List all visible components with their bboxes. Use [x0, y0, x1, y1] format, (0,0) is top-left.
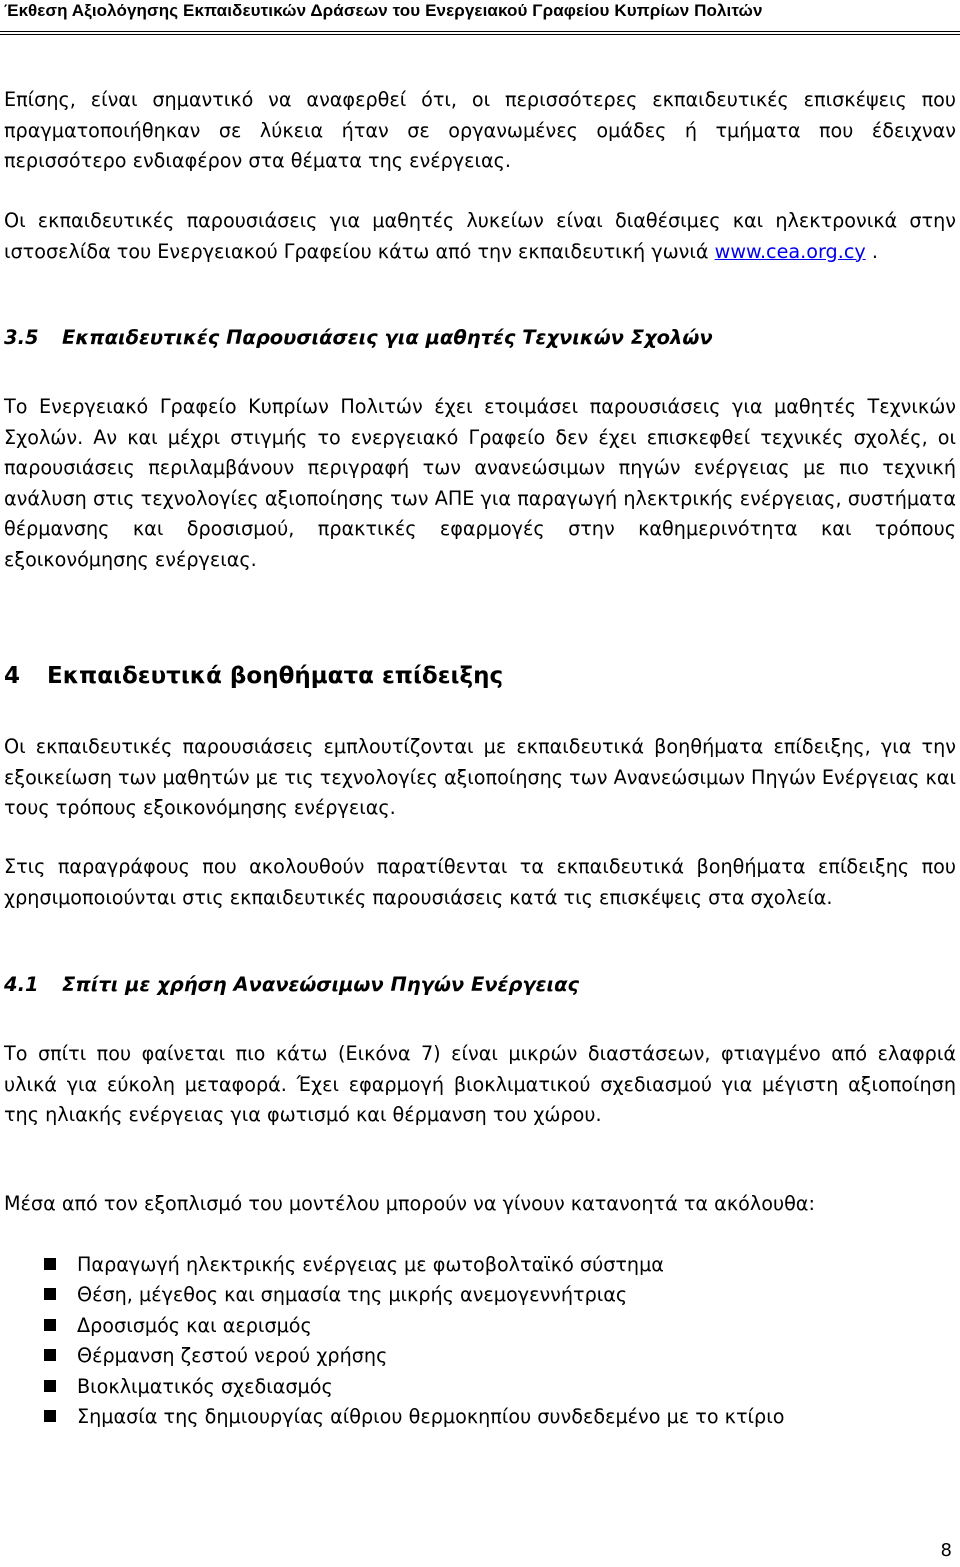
paragraph-demonstration-aids: Οι εκπαιδευτικές παρουσιάσεις εμπλουτίζονται με εκπαιδευτικά βοηθήματα επίδειξης, για την εξοικείωση των μαθητών με τις τεχνολογίες αξιοποίησης των Ανανεώσιμων Πηγών Ενέργειας και τους τρόπους εξοικονόμησης ενέργειας. [4, 735, 956, 820]
list-item-text: Θέση, μέγεθος και σημασία της μικρής ανεμογεννήτριας [77, 1283, 628, 1307]
list-item [44, 1280, 784, 1310]
square-bullet-icon [44, 1380, 56, 1392]
list-item [44, 1341, 784, 1371]
heading-4-number: 4 [4, 663, 21, 689]
paragraph-online-availability [4, 206, 956, 267]
square-bullet-icon [44, 1258, 56, 1270]
header-rule-top [0, 31, 960, 32]
list-item [44, 1250, 784, 1280]
cea-website-link[interactable]: www.cea.org.cy [714, 239, 866, 263]
list-item-text: Θέρμανση ζεστού νερού χρήσης [77, 1344, 388, 1368]
list-item-text: Βιοκλιματικός σχεδιασμός [77, 1374, 333, 1398]
paragraph-model-equipment: Μέσα από τον εξοπλισμό του μοντέλου μπορούν να γίνουν κατανοητά τα ακόλουθα: [4, 1192, 815, 1215]
paragraph-school-visits: Επίσης, είναι σημαντικό να αναφερθεί ότι, οι περισσότερες εκπαιδευτικές επισκέψεις που πραγματοποιήθηκαν σε λύκεια ήταν σε οργανωμένες ομάδες ή τμήματα που έδειχναν περισσότερο ενδιαφέρον στα θέματα της ενέργειας. [4, 88, 956, 173]
heading-4-1-text: Σπίτι με χρήση Ανανεώσιμων Πηγών Ενέργειας [62, 973, 580, 996]
list-item-text: Δροσισμός και αερισμός [77, 1313, 312, 1337]
equipment-list [44, 1250, 784, 1432]
heading-4-text: Εκπαιδευτικά βοηθήματα επίδειξης [47, 663, 504, 689]
document-header-title: Έκθεση Αξιολόγησης Εκπαιδευτικών Δράσεων του Ενεργειακού Γραφείου Κυπρίων Πολιτών [4, 1, 763, 20]
list-item [44, 1372, 784, 1402]
paragraph-house-model: Το σπίτι που φαίνεται πιο κάτω (Εικόνα 7) είναι μικρών διαστάσεων, φτιαγμένο από ελαφριά υλικά για εύκολη μεταφορά. Έχει εφαρμογή βιοκλιματικού σχεδιασμού για μέγιστη αξιοποίηση της ηλιακής ενέργειας για φωτισμό και θέρμανση του χώρου. [4, 1042, 956, 1127]
paragraph-technical-schools: Το Ενεργειακό Γραφείο Κυπρίων Πολιτών έχει ετοιμάσει παρουσιάσεις για μαθητές Τεχνικών Σχολών. Αν και μέχρι στιγμής το ενεργειακό Γραφείο δεν έχει επισκεφθεί τεχνικές σχολές, οι παρουσιάσεις περιλαμβάνουν περιγραφή των ανανεώσιμων πηγών ενέργειας με πιο τεχνική ανάλυση στις τεχνολογίες αξιοποίησης των ΑΠΕ για παραγωγή ηλεκτρικής ενέργειας, συστήματα θέρμανσης και δροσισμού, πρακτικές εφαρμογές στην καθημερινότητα και τρόπους εξοικονόμησης ενέργειας. [4, 395, 956, 571]
header-rule-bottom [0, 34, 960, 35]
list-item [44, 1311, 784, 1341]
page-number: 8 [940, 1540, 952, 1561]
heading-3-5 [4, 326, 713, 349]
heading-4-1 [4, 973, 579, 996]
list-item-text: Σημασία της δημιουργίας αίθριου θερμοκηπίου συνδεδεμένο με το κτίριο [77, 1405, 785, 1429]
heading-4-1-number: 4.1 [4, 973, 39, 996]
square-bullet-icon [44, 1410, 56, 1422]
square-bullet-icon [44, 1319, 56, 1331]
list-item-text: Παραγωγή ηλεκτρικής ενέργειας με φωτοβολταϊκό σύστημα [77, 1253, 664, 1276]
list-item [44, 1402, 784, 1432]
heading-3-5-text: Εκπαιδευτικές Παρουσιάσεις για μαθητές Τεχνικών Σχολών [62, 326, 713, 349]
paragraph-online-text: Οι εκπαιδευτικές παρουσιάσεις για μαθητές λυκείων είναι διαθέσιμες και ηλεκτρονικά στην ιστοσελίδα του Ενεργειακού Γραφείου κάτω από την εκπαιδευτική γωνιά [4, 209, 956, 263]
paragraph-following-sections: Στις παραγράφους που ακολουθούν παρατίθενται τα εκπαιδευτικά βοηθήματα επίδειξης που χρησιμοποιούνται στις εκπαιδευτικές παρουσιάσεις κατά τις επισκέψεις στα σχολεία. [4, 855, 956, 909]
heading-4 [4, 663, 503, 689]
square-bullet-icon [44, 1349, 56, 1361]
paragraph-online-end: . [865, 239, 878, 263]
square-bullet-icon [44, 1288, 56, 1300]
heading-3-5-number: 3.5 [4, 326, 39, 349]
